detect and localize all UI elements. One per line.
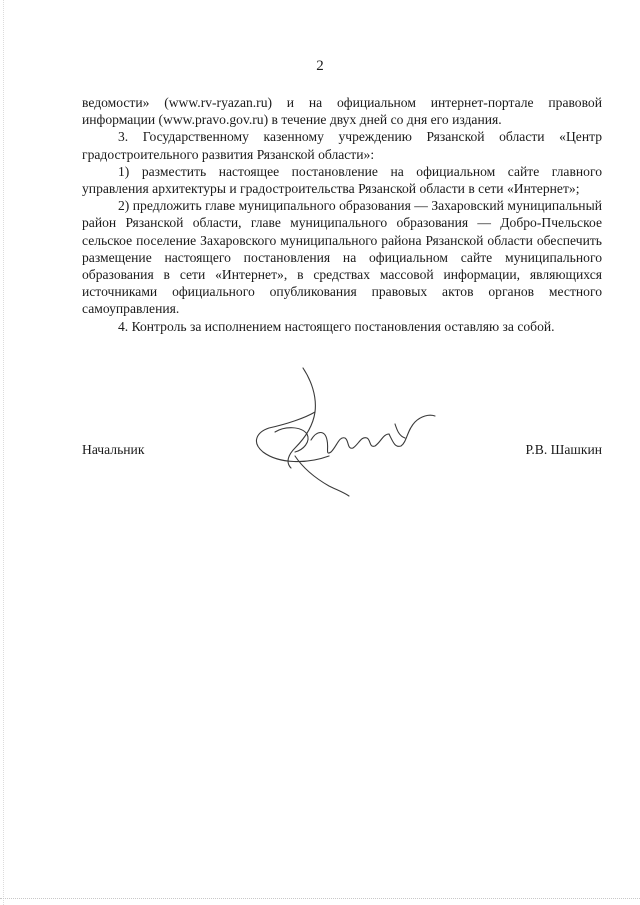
signer-title: Начальник: [82, 442, 145, 457]
scan-edge-left: [3, 0, 4, 905]
page-number: 2: [316, 58, 324, 74]
paragraph-continuation: ведомости» (www.rv-ryazan.ru) и на официальном интернет-портале правовой информации (www.pravo.gov.ru) в течение двух дней со дня его издания.: [82, 95, 602, 128]
paragraph-subitem-1: 1) разместить настоящее постановление на официальном сайте главного управления архитектуры и градостроительства Рязанской области в сети «Интернет»;: [82, 163, 602, 197]
paragraph-item-4: 4. Контроль за исполнением настоящего постановления оставляю за собой.: [118, 318, 555, 334]
handwritten-signature: [245, 360, 445, 500]
signer-name: Р.В. Шашкин: [525, 442, 602, 457]
paragraph-item-3: 3. Государственному казенному учреждению Рязанской области «Центр градостроительного развития Рязанской области»:: [82, 129, 602, 162]
document-body: [82, 94, 602, 335]
scan-edge-bottom: [0, 898, 640, 899]
paragraph-subitem-2: 2) предложить главе муниципального образования — Захаровский муниципальный район Рязанской области, главе муниципального образования — Добро-Пчельское сельское поселение Захаровского муниципального района Рязанской области обеспечить размещение настоящего постановления на официальном сайте муниципального образования в сети «Интернет», в средствах массовой информации, являющихся источниками официального опубликования правовых актов органов местного самоуправления.: [82, 198, 602, 317]
